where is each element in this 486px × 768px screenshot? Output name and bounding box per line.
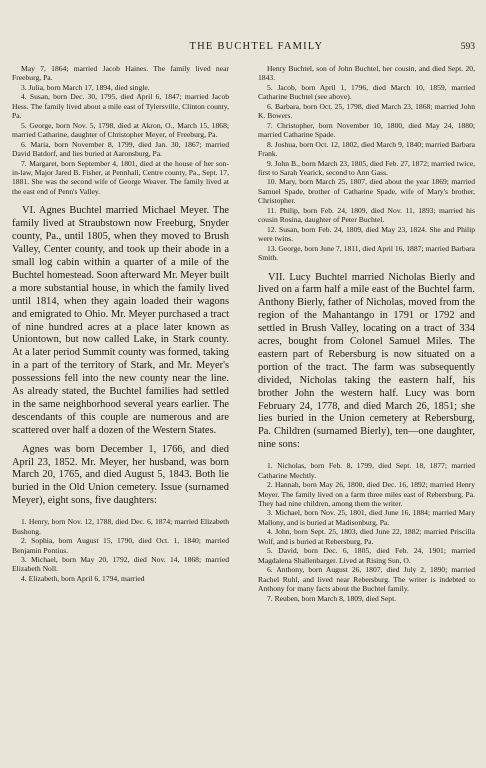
entry-paragraph: 7. Christopher, born November 10, 1800, died May 24, 1880; married Catharine Spade. (258, 120, 475, 140)
section-paragraph: VI. Agnes Buchtel married Michael Meyer. The family lived at Straubstown now Freeburg, Snyder county, Pa., until 1805, when they moved to Brush Valley, Center county, and took up their abode in a small log cabin within a quarter of a mile of the Buchtel homestead. Soon afterward Mr. Meyer built a more substantial house, in which the family lived until 1814, when they again loaded their wagons and emigrated to Ohio. Mr. Meyer purchased a tract of nine hundred acres at a place later known as Uniontown, but now called Lake, in Stark county. At a later period Summit county was formed, taking in a part of the territory of Stark, and Mr. Meyer's possessions fell into the new county near the line. As already stated, the Buchtel families had settled in the same neighborhood several years earlier. The descendants of this couple are numerous and are scattered over half a dozen of the Western States. (12, 205, 229, 436)
entry-paragraph: 10. Mary, born March 25, 1807, died about the year 1869; married Samuel Spade, brother of Catharine Spade, wife of Mary's brother, Christopher. (258, 177, 475, 206)
entry-paragraph: 1. Henry, born Nov. 12, 1788, died Dec. 6, 1874; married Elizabeth Bushong. (12, 517, 229, 536)
entry-paragraph: Henry Buchtel, son of John Buchtel, her cousin, and died Sept. 20, 1843. (258, 64, 475, 83)
running-header (12, 10, 475, 52)
section-paragraph: Agnes was born December 1, 1766, and died April 23, 1852. Mr. Meyer, her husband, was born March 20, 1765, and died August 5, 1843. Both lie buried in the Old Union cemetery. Issue (surnamed Meyer), eight sons, five daughters: (12, 443, 229, 507)
entry-paragraph: 5. Jacob, born April 1, 1796, died March 10, 1859, married Catharine Buchtel (see above). (258, 82, 475, 102)
section-paragraph: VII. Lucy Buchtel married Nicholas Bierly and lived on a farm half a mile east of the Buchtel farm. Anthony Bierly, father of Nicholas, moved from the region of the Mahantango in 1791 or 1792 and settled in Brush Valley, locating on a tract of 334 acres, bought from Colonel Samuel Miles. The eastern part of Rebersburg is now situated on a portion of the tract. The farm was subsequently divided, Nicholas taking the eastern half, his brother John the western half. Lucy was born February 24, 1778, and died March 26, 1851; she lies buried in the Union cemetery at Rebersburg, Pa. Children (surnamed Bierly), ten—one daughter, nine sons: (258, 271, 475, 451)
entry-paragraph: 12. Susan, born Feb. 24, 1809, died May 23, 1824. She and Philip were twins. (258, 224, 475, 244)
text-columns (12, 64, 475, 603)
entry-paragraph: 4. Elizabeth, born April 6, 1794, married (21, 573, 145, 583)
entry-paragraph: 1. Nicholas, born Feb. 8, 1799, died Sept. 18, 1877; married Catharine Mechtly. (258, 461, 475, 480)
left-column (12, 64, 229, 603)
right-column (258, 64, 475, 603)
entry-paragraph: 6. Anthony, born August 26, 1807, died July 2, 1890; married Rachel Ruhl, and lived near Rebersburg. The writer is indebted to Anthony for many facts about the Buchtel family. (258, 565, 475, 594)
entry-paragraph: 5. George, born Nov. 5, 1798, died at Akron, O., March 15, 1868; married Catharine, daughter of Christopher Meyer, of Freeburg, Pa. (12, 120, 229, 140)
page-title: THE BUCHTEL FAMILY (189, 41, 324, 52)
entry-paragraph: 2. Hannah, born May 26, 1800, died Dec. 16, 1892; married Henry Meyer. The family lived on a farm three miles east of Rebersburg, Pa. They had nine children, among them the writer. (258, 480, 475, 509)
entry-paragraph: 6. Maria, born November 8, 1799, died Jan. 30, 1867; married David Batdorf, and lies buried at Aaronsburg, Pa. (12, 139, 229, 159)
entry-paragraph: 2. Sophia, born August 15, 1790, died Oct. 1, 1840; married Benjamin Pontius. (12, 536, 229, 555)
entry-paragraph: 4. John, born Sept. 25, 1803, died June 22, 1882; married Priscilla Wolf, and is buried at Rebersburg, Pa. (258, 527, 475, 546)
entry-paragraph: 3. Michael, born Nov. 25, 1801, died June 16, 1884; married Mary Mallony, and is buried at Madisonburg, Pa. (258, 508, 475, 527)
entry-paragraph: 7. Reuben, born March 8, 1809, died Sept. (267, 593, 397, 603)
entry-paragraph: 3. Michael, born May 20, 1792, died Nov. 14, 1868; married Elizabeth Noll. (12, 555, 229, 574)
entry-paragraph: 3. Julia, born March 17, 1894, died single. (21, 82, 150, 92)
page-number: 593 (460, 42, 475, 52)
entry-paragraph: May 7, 1864; married Jacob Haines. The family lived near Freeburg, Pa. (12, 64, 229, 83)
entry-paragraph: 9. John B., born March 23, 1805, died Feb. 27, 1872; married twice, first to Sarah Yearick, second to Ann Gass. (258, 158, 475, 177)
entry-paragraph: 8. Joshua, born Oct. 12, 1802, died March 9, 1840; married Barbara Frank. (258, 139, 475, 159)
entry-paragraph: 6. Barbara, born Oct. 25, 1798, died March 23, 1868; married John K. Bowers. (258, 101, 475, 121)
entry-paragraph: 7. Margaret, born September 4, 1801, died at the house of her son-in-law, Major Jared B. Fisher, at Pennhall, Centre county, Pa., Sept. 17, 1881. She was the second wife of George Weaver. The family lived at the east end of Penn's Valley. (12, 158, 229, 196)
entry-paragraph: 11. Philip, born Feb. 24, 1809, died Nov. 11, 1893; married his cousin Rosina, daughter of Peter Buchtel. (258, 205, 475, 225)
entry-paragraph: 4. Susan, born Dec. 30, 1795, died April 6, 1847; married Jacob Hess. The family lived about a mile east of Tylersville, Clinton county, Pa. (12, 92, 229, 121)
entry-paragraph: 13. George, born June 7, 1811, died April 16, 1887; married Barbara Smith. (258, 243, 475, 263)
entry-paragraph: 5. David, born Dec. 6, 1805, died Feb. 24, 1901; married Magdalena Shallenbarger. Lived at Rising Sun, O. (258, 546, 475, 565)
